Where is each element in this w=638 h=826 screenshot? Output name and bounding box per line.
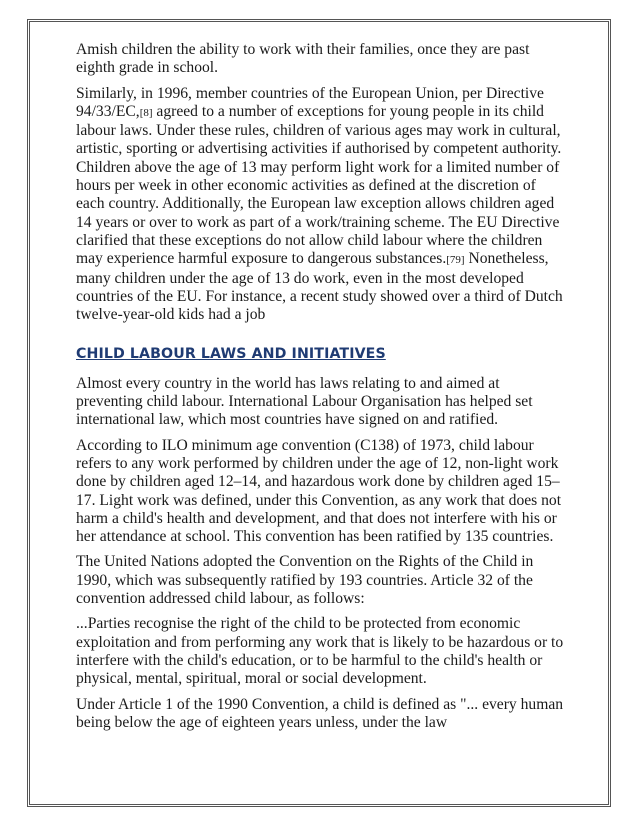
section-heading: CHILD LABOUR LAWS AND INITIATIVES (76, 346, 386, 363)
eu-text-end: Nonetheless, many children under the age of 13 do work, even in the most developed countries of the EU. For instance, a recent study showed over a third of Dutch twelve-year-old kids had a job (76, 250, 563, 324)
paragraph-eu-directive (76, 85, 566, 325)
reference-79[interactable]: [79] (446, 254, 465, 267)
document-body (76, 41, 566, 739)
paragraph-ilo-convention: According to ILO minimum age convention (C138) of 1973, child labour refers to any work performed by children under the age of 12, non-light work done by children aged 12–14, and hazardous work done by children aged 15–17. Light work was defined, under this Convention, as any work that does not harm a child's health and development, and that does not interfere with his or her attendance at school. This convention has been ratified by 135 countries. (76, 436, 562, 546)
eu-text-start: Similarly, in 1996, member countries of the European Union, per Directive 94/33/EC, (76, 84, 544, 120)
paragraph-amish: Amish children the ability to work with their families, once they are past eighth grade in school. (76, 41, 530, 77)
eu-text-middle: agreed to a number of exceptions for young people in its child labour laws. Under these rules, children of various ages may work in cultural, artistic, sporting or advertising activities if authorised by competent authority. Children above the age of 13 may perform light work for a limited number of hours per week in other economic activities as defined at the discretion of each country. Additionally, the European law exception allows children aged 14 years or over to work as part of a work/training scheme. The EU Directive clarified that these exceptions do not allow child labour where the children may experience harmful exposure to dangerous substances. (76, 102, 562, 268)
paragraph-article-32-quote: ...Parties recognise the right of the child to be protected from economic exploitation and from performing any work that is likely to be hazardous or to interfere with the child's education, or to be harmful to the child's health or physical, mental, spiritual, moral or social development. (76, 615, 564, 688)
reference-8[interactable]: [8] (139, 106, 153, 119)
paragraph-laws: Almost every country in the world has laws relating to and aimed at preventing child labour. International Labour Organisation has helped set international law, which most countries have signed on and ratified. (76, 374, 533, 429)
paragraph-article-1: Under Article 1 of the 1990 Convention, a child is defined as "... every human being below the age of eighteen years unless, under the law (76, 695, 564, 731)
paragraph-un-convention: The United Nations adopted the Convention on the Rights of the Child in 1990, which was subsequently ratified by 193 countries. Article 32 of the convention addressed child labour, as follows: (76, 553, 534, 608)
